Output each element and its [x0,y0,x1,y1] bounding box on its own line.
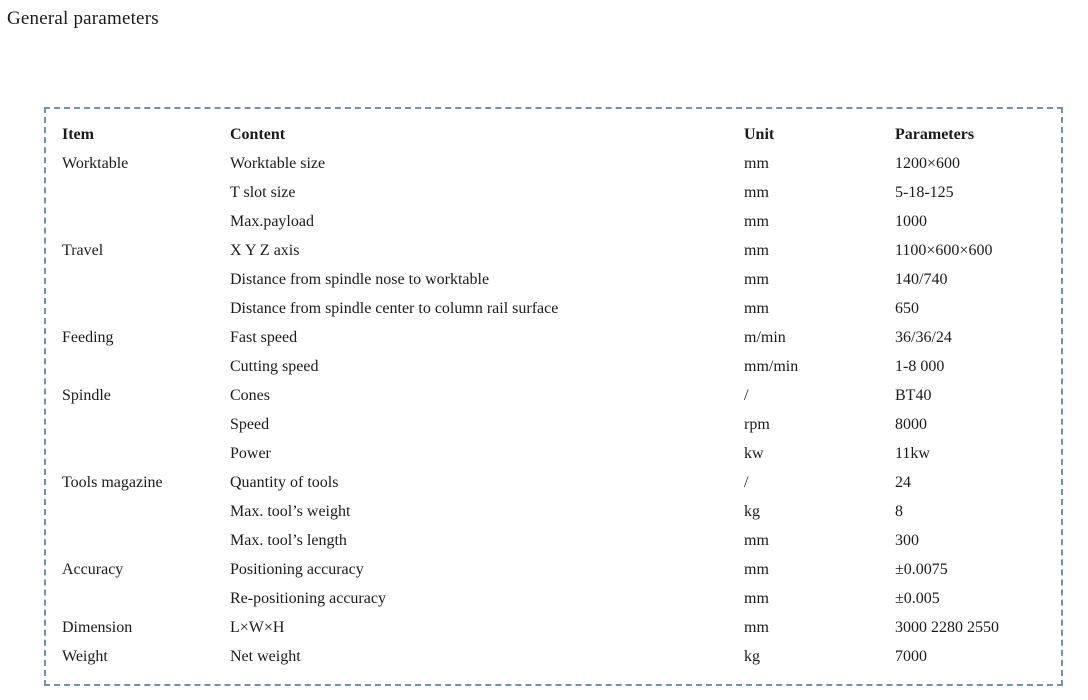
cell-content: X Y Z axis [230,241,300,259]
cell-content: L×W×H [230,618,285,636]
cell-content: Max. tool’s weight [230,502,351,520]
cell-unit: mm [744,589,769,607]
cell-content: Max.payload [230,212,314,230]
cell-item [46,584,230,613]
cell-content: Net weight [230,647,301,665]
cell-content: T slot size [230,183,296,201]
cell-item [46,439,230,468]
cell-content: Worktable size [230,154,326,172]
cell-parameters: 8000 [895,415,927,433]
column-header-unit: Unit [744,125,775,143]
cell-content: Speed [230,415,270,433]
table-row [46,526,1061,555]
table-row [46,410,1061,439]
cell-item: Tools magazine [62,473,163,491]
table-row [46,294,1061,323]
table-row [46,149,1061,178]
cell-parameters: ±0.005 [895,589,940,607]
table-row [46,236,1061,265]
cell-content: Fast speed [230,328,298,346]
cell-item [46,526,230,555]
cell-item [46,294,230,323]
cell-unit: mm [744,212,769,230]
table-row [46,352,1061,381]
cell-parameters: 1-8 000 [895,357,945,375]
cell-parameters: 1100×600×600 [895,241,993,259]
cell-item [46,497,230,526]
cell-unit: / [744,473,749,491]
table-row [46,468,1061,497]
cell-item: Travel [62,241,104,259]
table-row [46,323,1061,352]
column-header-item: Item [62,125,94,143]
page-title: General parameters [7,8,159,29]
cell-content: Power [230,444,271,462]
cell-parameters: 140/740 [895,270,948,288]
cell-content: Distance from spindle center to column rail surface [230,299,559,317]
cell-item [46,207,230,236]
cell-content: Re-positioning accuracy [230,589,386,607]
table-row [46,555,1061,584]
cell-content: Positioning accuracy [230,560,364,578]
cell-unit: kw [744,444,764,462]
cell-parameters: 7000 [895,647,927,665]
cell-unit: mm [744,618,769,636]
cell-parameters: 1200×600 [895,154,961,172]
cell-item [46,265,230,294]
cell-parameters: 8 [895,502,903,520]
cell-content: Cutting speed [230,357,319,375]
cell-unit: mm [744,299,769,317]
cell-item: Weight [62,647,108,665]
table-row [46,265,1061,294]
table-row [46,497,1061,526]
table-row [46,439,1061,468]
table-row [46,642,1061,671]
cell-unit: mm/min [744,357,799,375]
cell-parameters: 3000 2280 2550 [895,618,999,636]
cell-unit: kg [744,647,760,665]
table-row [46,584,1061,613]
cell-parameters: 1000 [895,212,927,230]
cell-parameters: 36/36/24 [895,328,952,346]
cell-content: Quantity of tools [230,473,339,491]
cell-item: Worktable [62,154,129,172]
cell-unit: mm [744,560,769,578]
cell-unit: m/min [744,328,786,346]
cell-item [46,178,230,207]
cell-unit: mm [744,241,769,259]
cell-parameters: 24 [895,473,911,491]
column-header-parameters: Parameters [895,125,975,143]
cell-unit: rpm [744,415,770,433]
table-header-row [46,120,1061,149]
table-row [46,207,1061,236]
table-row [46,613,1061,642]
cell-item: Accuracy [62,560,124,578]
cell-unit: mm [744,270,769,288]
cell-unit: / [744,386,749,404]
cell-unit: mm [744,531,769,549]
cell-item: Spindle [62,386,111,404]
cell-unit: mm [744,154,769,172]
cell-parameters: 5-18-125 [895,183,954,201]
spec-table [46,120,1061,671]
parameters-table [44,107,1063,686]
cell-item [46,352,230,381]
table-row [46,381,1061,410]
cell-item: Feeding [62,328,114,346]
cell-content: Cones [230,386,270,404]
cell-parameters: 650 [895,299,919,317]
cell-content: Max. tool’s length [230,531,347,549]
column-header-content: Content [230,125,286,143]
cell-unit: kg [744,502,760,520]
cell-content: Distance from spindle nose to worktable [230,270,490,288]
cell-parameters: ±0.0075 [895,560,948,578]
table-row [46,178,1061,207]
cell-unit: mm [744,183,769,201]
cell-item: Dimension [62,618,133,636]
cell-item [46,410,230,439]
cell-parameters: 300 [895,531,919,549]
cell-parameters: BT40 [895,386,932,404]
cell-parameters: 11kw [895,444,930,462]
